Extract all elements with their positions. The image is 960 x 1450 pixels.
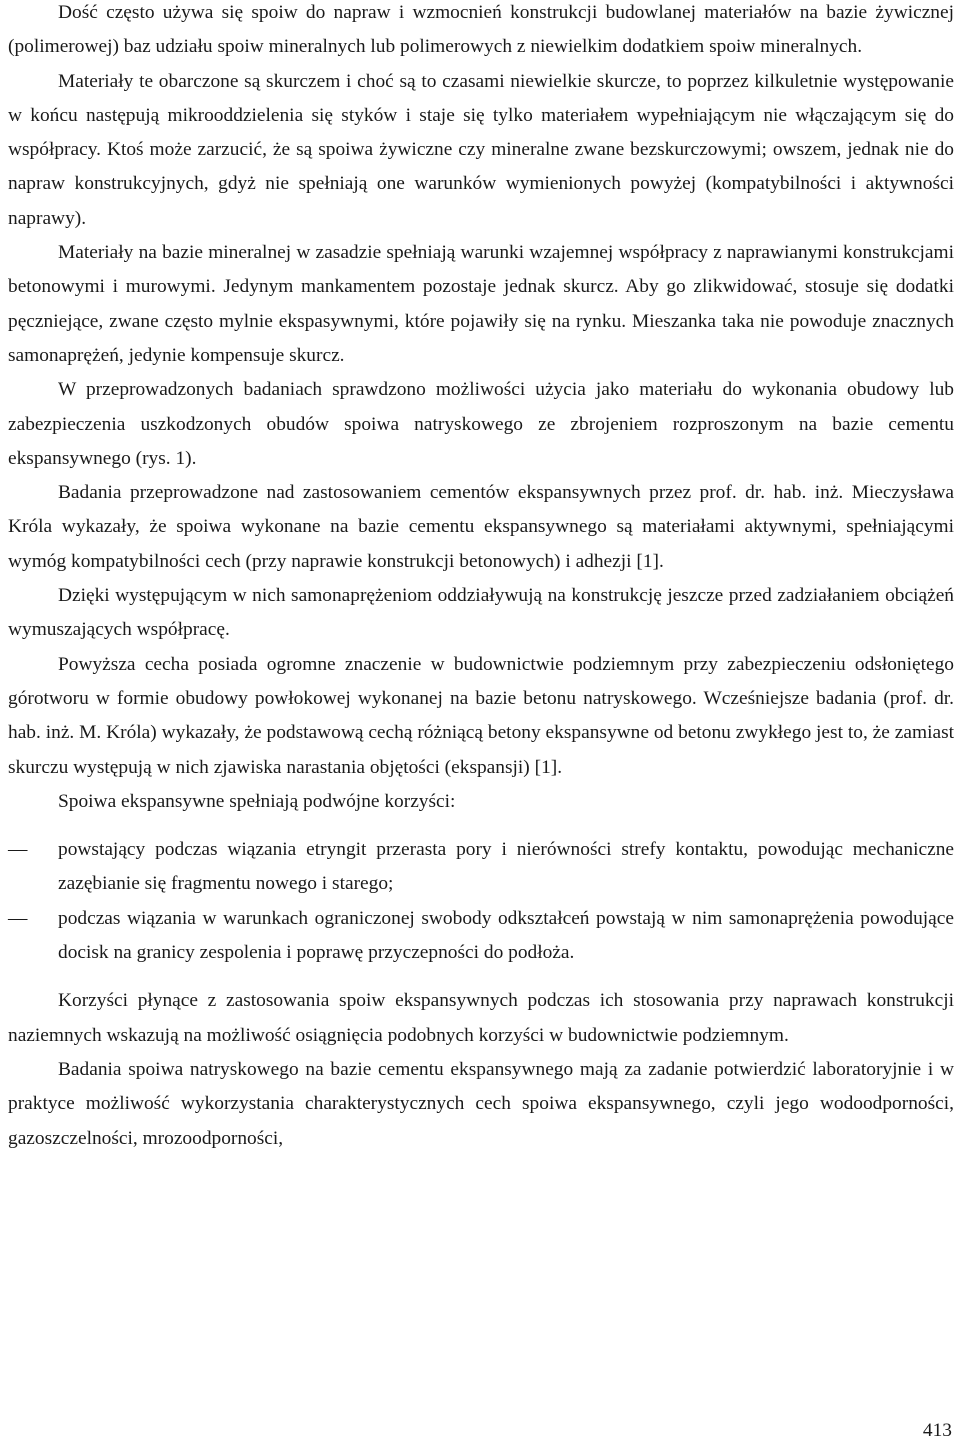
dash-marker: — [8, 907, 28, 929]
paragraph-spray-binder: Badania spoiwa natryskowego na bazie cementu ekspansywnego mają za zadanie potwierdzić laboratoryjnie i w praktyce możliwość wykorzystania charakterystycznych cech spoiwa ekspansywnego, czyli jego wodoodporności, gazoszczelności, mrozoodporności, [8, 1058, 954, 1149]
paragraph-self-stress: Dzięki występującym w nich samonaprężeniom oddziaływują na konstrukcję jeszcze przed zadziałaniem obciążeń wymuszających współpracę. [8, 585, 954, 641]
paragraph-benefits-summary: Korzyści płynące z zastosowania spoiw ekspansywnych podczas ich stosowania przy naprawach konstrukcji naziemnych wskazują na możliwość osiągnięcia podobnych korzyści w budownictwie podziemnym. [8, 990, 954, 1046]
list-item-text: powstający podczas wiązania etryngit przerasta pory i nierówności strefy kontaktu, powodując mechaniczne zazębianie się fragmentu nowego i starego; [58, 839, 954, 895]
page-number: 413 [922, 1420, 952, 1441]
paragraph-underground: Powyższa cecha posiada ogromne znaczenie w budownictwie podziemnym przy zabezpieczeniu odsłoniętego górotworu w formie obudowy powłokowej wykonanej na bazie betonu natryskowego. Wcześniejsze badania (prof. dr. hab. inż. M. Króla) wykazały, że podstawową cechą różniącą betony ekspansywne od betonu zwykłego jest to, że zamiast skurczu występują w nich zjawiska narastania objętości (ekspansji) [1]. [8, 653, 954, 778]
paragraph-research: W przeprowadzonych badaniach sprawdzono możliwości użycia jako materiału do wykonania obudowy lub zabezpieczenia uszkodzonych obudów spoiwa natryskowego ze zbrojeniem rozproszonym na bazie cementu ekspansywnego (rys. 1). [8, 379, 954, 469]
paragraph-intro: Dość często używa się spoiw do napraw i wzmocnień konstrukcji budowlanej materiałów na bazie żywicznej (polimerowej) baz udziału spoiw mineralnych lub polimerowych z niewielkim dodatkiem spoiw mineralnych. [8, 2, 954, 58]
list-item [8, 833, 954, 902]
paragraph-benefits-intro: Spoiwa ekspansywne spełniają podwójne korzyści: [58, 790, 456, 812]
paragraph-shrinkage: Materiały te obarczone są skurczem i choć są to czasami niewielkie skurcze, to poprzez kilkuletnie występowanie w końcu następują mikrooddzielenia się styków i staje się tylko materiałem wypełniającym nie włączającym się do współpracy. Ktoś może zarzucić, że są spoiwa żywiczne czy mineralne zwane bezskurczowymi; owszem, jednak nie do napraw konstrukcyjnych, gdyż nie spełniają one warunków wymienionych powyżej (kompatybilności i aktywności naprawy). [8, 70, 954, 229]
list-item-text: podczas wiązania w warunkach ograniczonej swobody odkształceń powstają w nim samonaprężenia powodujące docisk na granicy zespolenia i poprawę przyczepności do podłoża. [58, 907, 954, 964]
paragraph-krol-research: Badania przeprowadzone nad zastosowaniem cementów ekspansywnych przez prof. dr. hab. inż. Mieczysława Króla wykazały, że spoiwa wykonane na bazie cementu ekspansywnego są materiałami aktywnymi, spełniającymi wymóg kompatybilności cech (przy naprawie konstrukcji betonowych) i adhezji [1]. [8, 482, 954, 572]
dash-marker: — [8, 839, 28, 861]
list-item [8, 902, 954, 971]
paragraph-mineral-materials: Materiały na bazie mineralnej w zasadzie spełniają warunki wzajemnej współpracy z naprawianymi konstrukcjami betonowymi i murowymi. Jedynym mankamentem pozostaje jednak skurcz. Aby go zlikwidować, stosuje się dodatki pęczniejące, zwane często mylnie ekspasywnymi, które pojawiły się na rynku. Mieszanka taka nie powoduje znacznych samonaprężeń, jedynie kompensuje skurcz. [8, 242, 954, 366]
document-page [8, 0, 954, 1156]
benefits-list [8, 833, 954, 970]
